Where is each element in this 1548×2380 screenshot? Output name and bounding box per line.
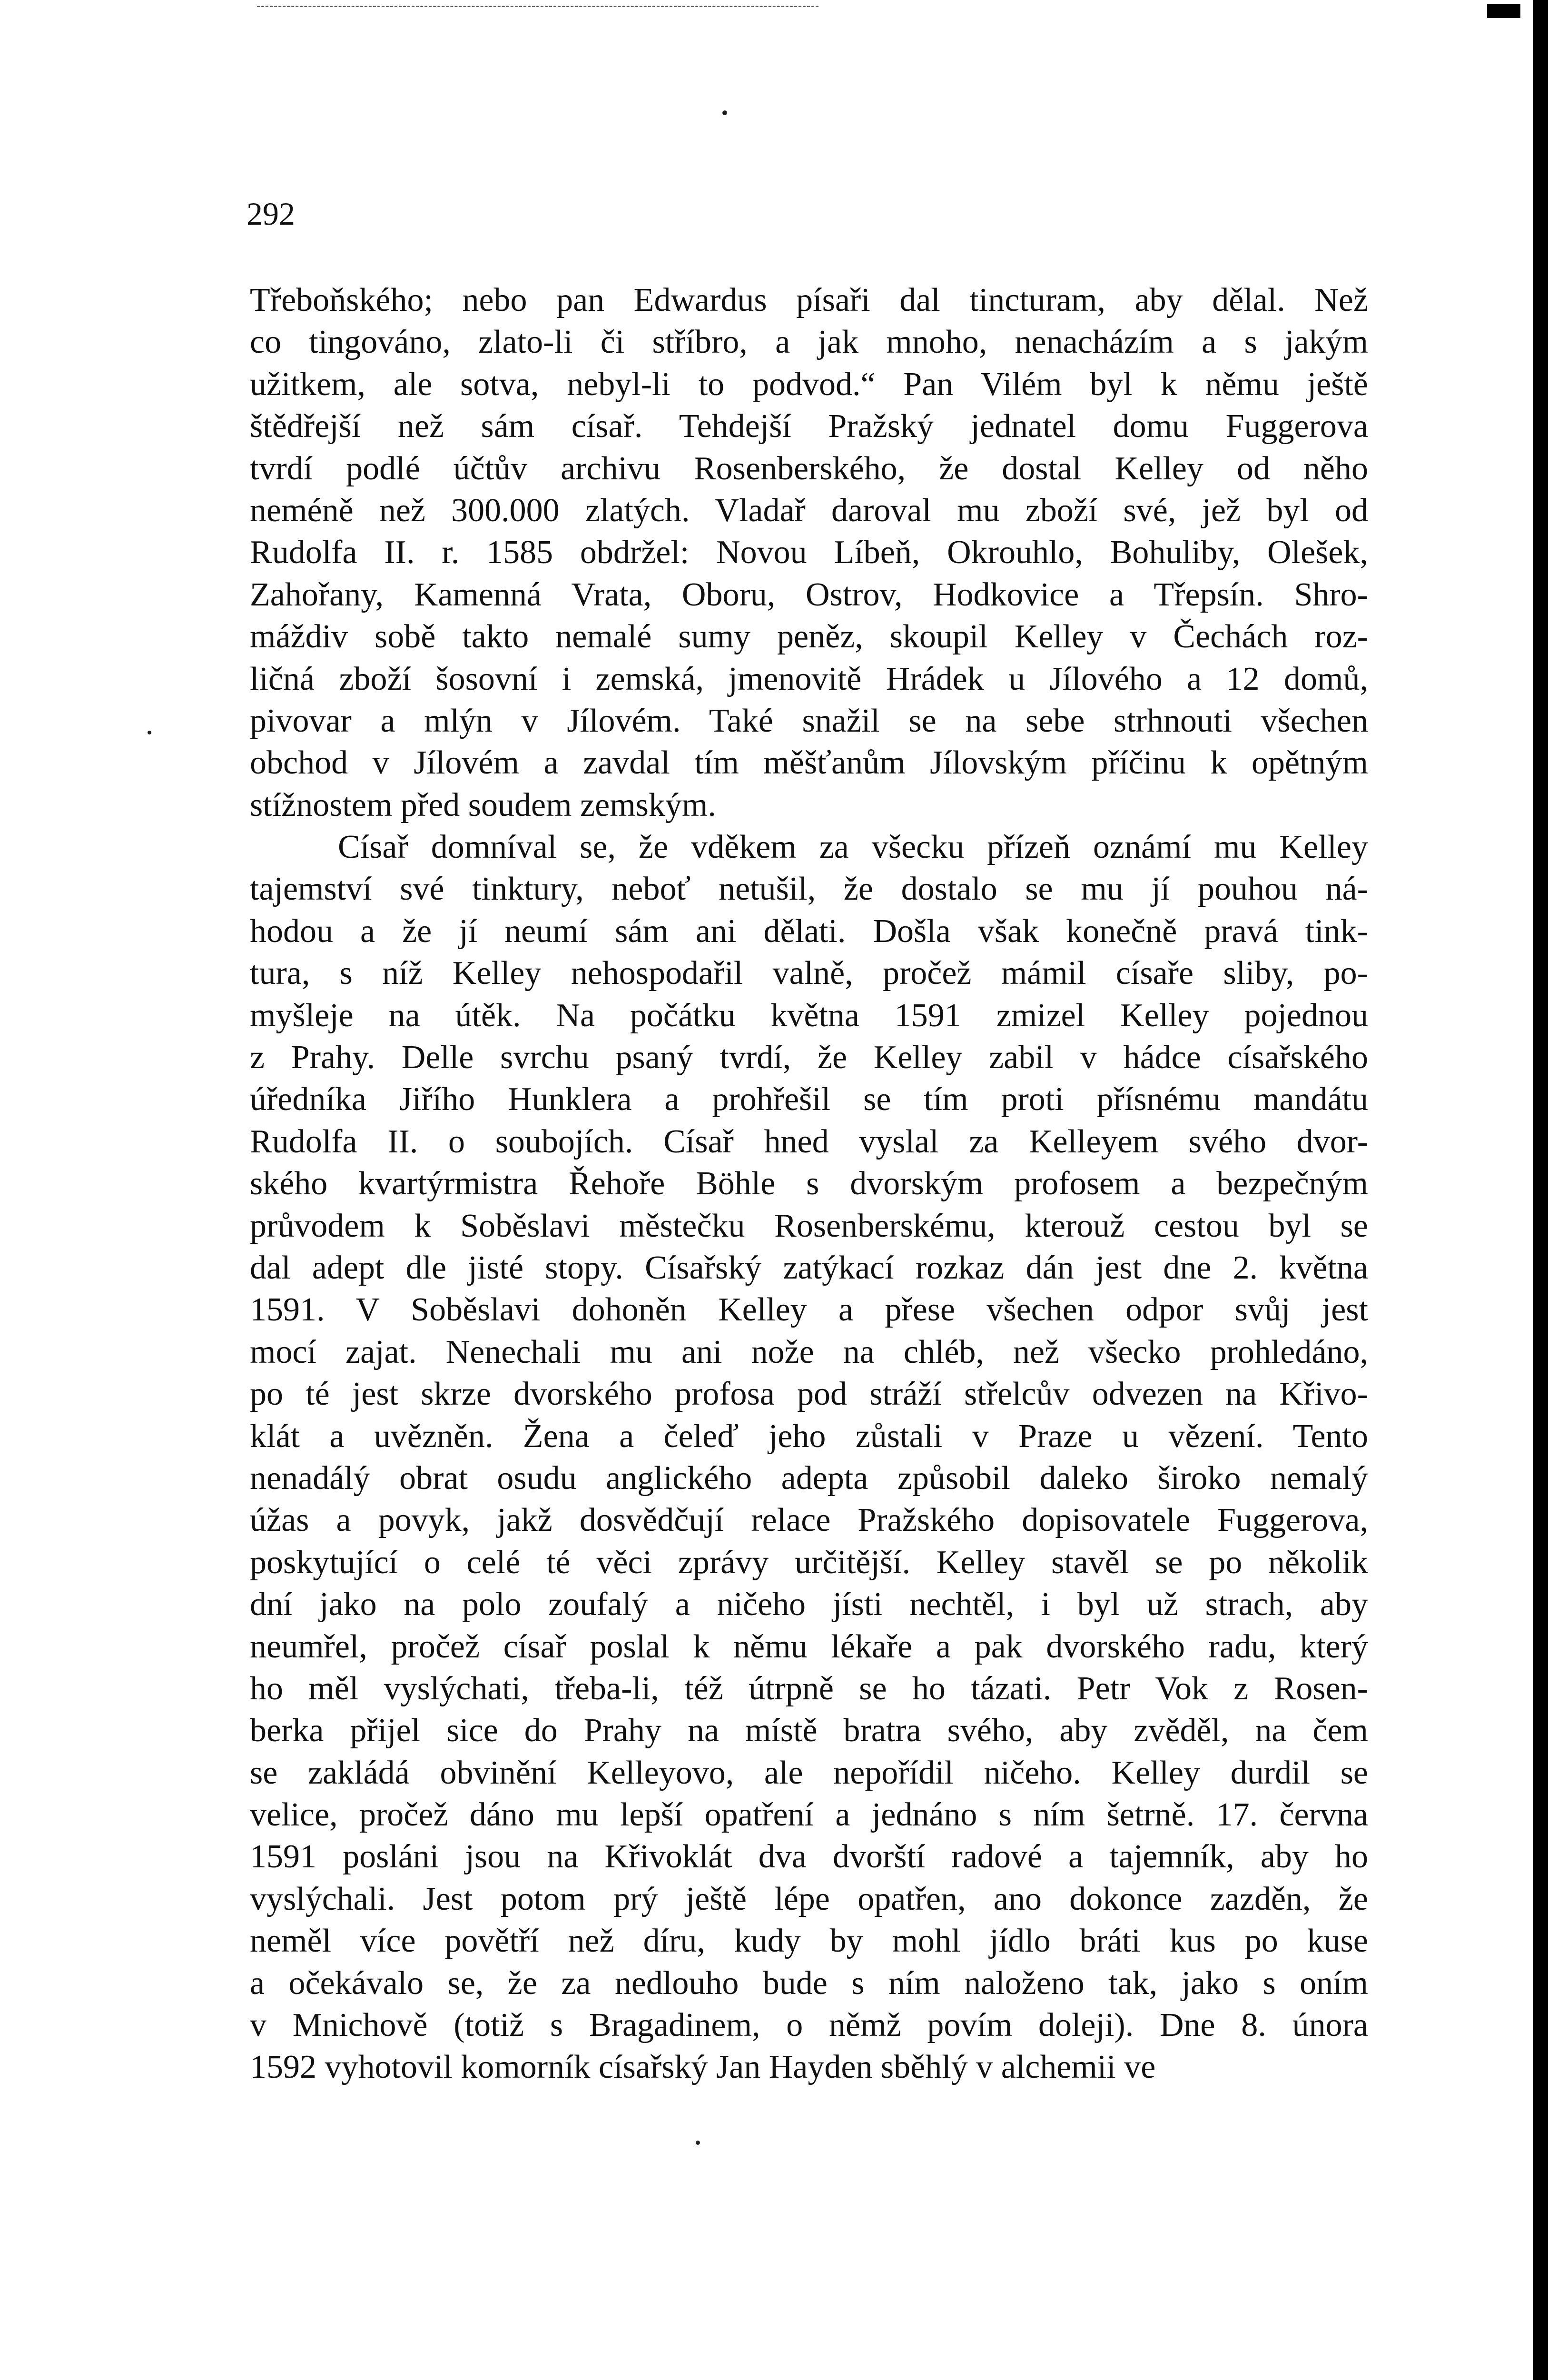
scan-speck [722, 110, 727, 115]
text-line: 1592 vyhotovil komorník císařský Jan Hayden sběhlý v alchemii ve [250, 2049, 1156, 2086]
text-line: tura, s níž Kelley nehospodařil valně, pročež mámil císaře sliby, po- [250, 955, 1368, 992]
text-line: klát a uvězněn. Žena a čeleď jeho zůstali v Praze u vězení. Tento [250, 1418, 1368, 1455]
text-line: a očekávalo se, že za nedlouho bude s ním naloženo tak, jako s oním [250, 1964, 1368, 2002]
text-line: nenadálý obrat osudu anglického adepta způsobil daleko široko nemalý [250, 1459, 1368, 1497]
text-line: úředníka Jiřího Hunklera a prohřešil se tím proti přísnému mandátu [250, 1081, 1368, 1118]
text-line: vyslýchali. Jest potom prý ještě lépe opatřen, ano dokonce zazděn, že [250, 1880, 1368, 1917]
text-line: stížnostem před soudem zemským. [250, 786, 716, 823]
text-line: z Prahy. Delle svrchu psaný tvrdí, že Kelley zabil v hádce císařského [250, 1039, 1368, 1076]
text-line: Třeboňského; nebo pan Edwardus písaři dal tincturam, aby dělal. Než [250, 282, 1368, 318]
page-number: 292 [246, 196, 295, 232]
scan-corner-mark [1487, 4, 1520, 18]
scan-black-edge [1533, 0, 1548, 2380]
text-line: co tingováno, zlato-li či stříbro, a jak mnoho, nenacházím a s jakým [250, 324, 1368, 361]
text-line: neměl více povětří než díru, kudy by mohl jídlo bráti kus po kuse [250, 1923, 1368, 1960]
text-line: po té jest skrze dvorského profosa pod stráží střelcův odvezen na Křivo- [250, 1376, 1368, 1413]
text-line: užitkem, ale sotva, nebyl-li to podvod.“ Pan Vilém byl k němu ještě [250, 366, 1368, 403]
text-line: tajemství své tinktury, neboť netušil, že dostalo se mu jí pouhou ná- [250, 871, 1368, 908]
text-line: tvrdí podlé účtův archivu Rosenberského, že dostal Kelley od něho [250, 450, 1368, 487]
scan-speck [696, 2141, 700, 2145]
scan-speck [148, 731, 151, 734]
text-line: Rudolfa II. o soubojích. Císař hned vyslal za Kelleyem svého dvor- [250, 1123, 1368, 1160]
text-line: Zahořany, Kamenná Vrata, Oboru, Ostrov, Hodkovice a Třepsín. Shro- [250, 576, 1368, 613]
text-line: máždiv sobě takto nemalé sumy peněz, skoupil Kelley v Čechách roz- [250, 618, 1368, 655]
text-line: úžas a povyk, jakž dosvědčují relace Pražského dopisovatele Fuggerova, [250, 1502, 1368, 1539]
text-line: obchod v Jílovém a zavdal tím měšťanům Jílovským příčinu k opětným [250, 744, 1368, 782]
text-line: ho měl vyslýchati, třeba-li, též útrpně se ho tázati. Petr Vok z Rosen- [250, 1670, 1368, 1707]
text-line: mocí zajat. Nenechali mu ani nože na chléb, než všecko prohledáno, [250, 1333, 1368, 1370]
text-line: průvodem k Soběslavi městečku Rosenberskému, kterouž cestou byl se [250, 1207, 1368, 1244]
text-line: dní jako na polo zoufalý a ničeho jísti nechtěl, i byl už strach, aby [250, 1586, 1368, 1623]
text-line: ličná zboží šosovní i zemská, jmenovitě Hrádek u Jílového a 12 domů, [250, 660, 1368, 697]
text-line: v Mnichově (totiž s Bragadinem, o němž povím doleji). Dne 8. února [250, 2007, 1368, 2044]
text-line: 1591 posláni jsou na Křivoklát dva dvorští radové a tajemník, aby ho [250, 1838, 1368, 1875]
text-line: se zakládá obvinění Kelleyovo, ale nepořídil ničeho. Kelley durdil se [250, 1754, 1368, 1791]
text-line: velice, pročež dáno mu lepší opatření a jednáno s ním šetrně. 17. června [250, 1796, 1368, 1834]
text-line: berka přijel sice do Prahy na místě bratra svého, aby zvěděl, na čem [250, 1712, 1368, 1749]
text-line: dal adept dle jisté stopy. Císařský zatýkací rozkaz dán jest dne 2. května [250, 1249, 1368, 1286]
text-line: ského kvartýrmistra Řehoře Böhle s dvorským profosem a bezpečným [250, 1165, 1368, 1202]
text-line: Císař domníval se, že vděkem za všecku přízeň oznámí mu Kelley [338, 829, 1368, 866]
text-line: Rudolfa II. r. 1585 obdržel: Novou Líbeň, Okrouhlo, Bohuliby, Olešek, [250, 534, 1368, 571]
text-line: pivovar a mlýn v Jílovém. Také snažil se na sebe strhnouti všechen [250, 702, 1368, 739]
text-line: hodou a že jí neumí sám ani dělati. Došla však konečně pravá tink- [250, 912, 1368, 950]
text-line: poskytující o celé té věci zprávy určitější. Kelley stavěl se po několik [250, 1544, 1368, 1581]
text-line: 1591. V Soběslavi dohoněn Kelley a přese všechen odpor svůj jest [250, 1291, 1368, 1329]
scan-top-rule [257, 6, 818, 7]
text-line: neumřel, pročež císař poslal k němu lékaře a pak dvorského radu, který [250, 1628, 1368, 1665]
text-line: neméně než 300.000 zlatých. Vladař daroval mu zboží své, jež byl od [250, 492, 1368, 529]
body-text [250, 279, 1368, 2089]
text-line: štědřejší než sám císař. Tehdejší Pražský jednatel domu Fuggerova [250, 408, 1368, 445]
text-line: myšleje na útěk. Na počátku května 1591 zmizel Kelley pojednou [250, 997, 1368, 1034]
